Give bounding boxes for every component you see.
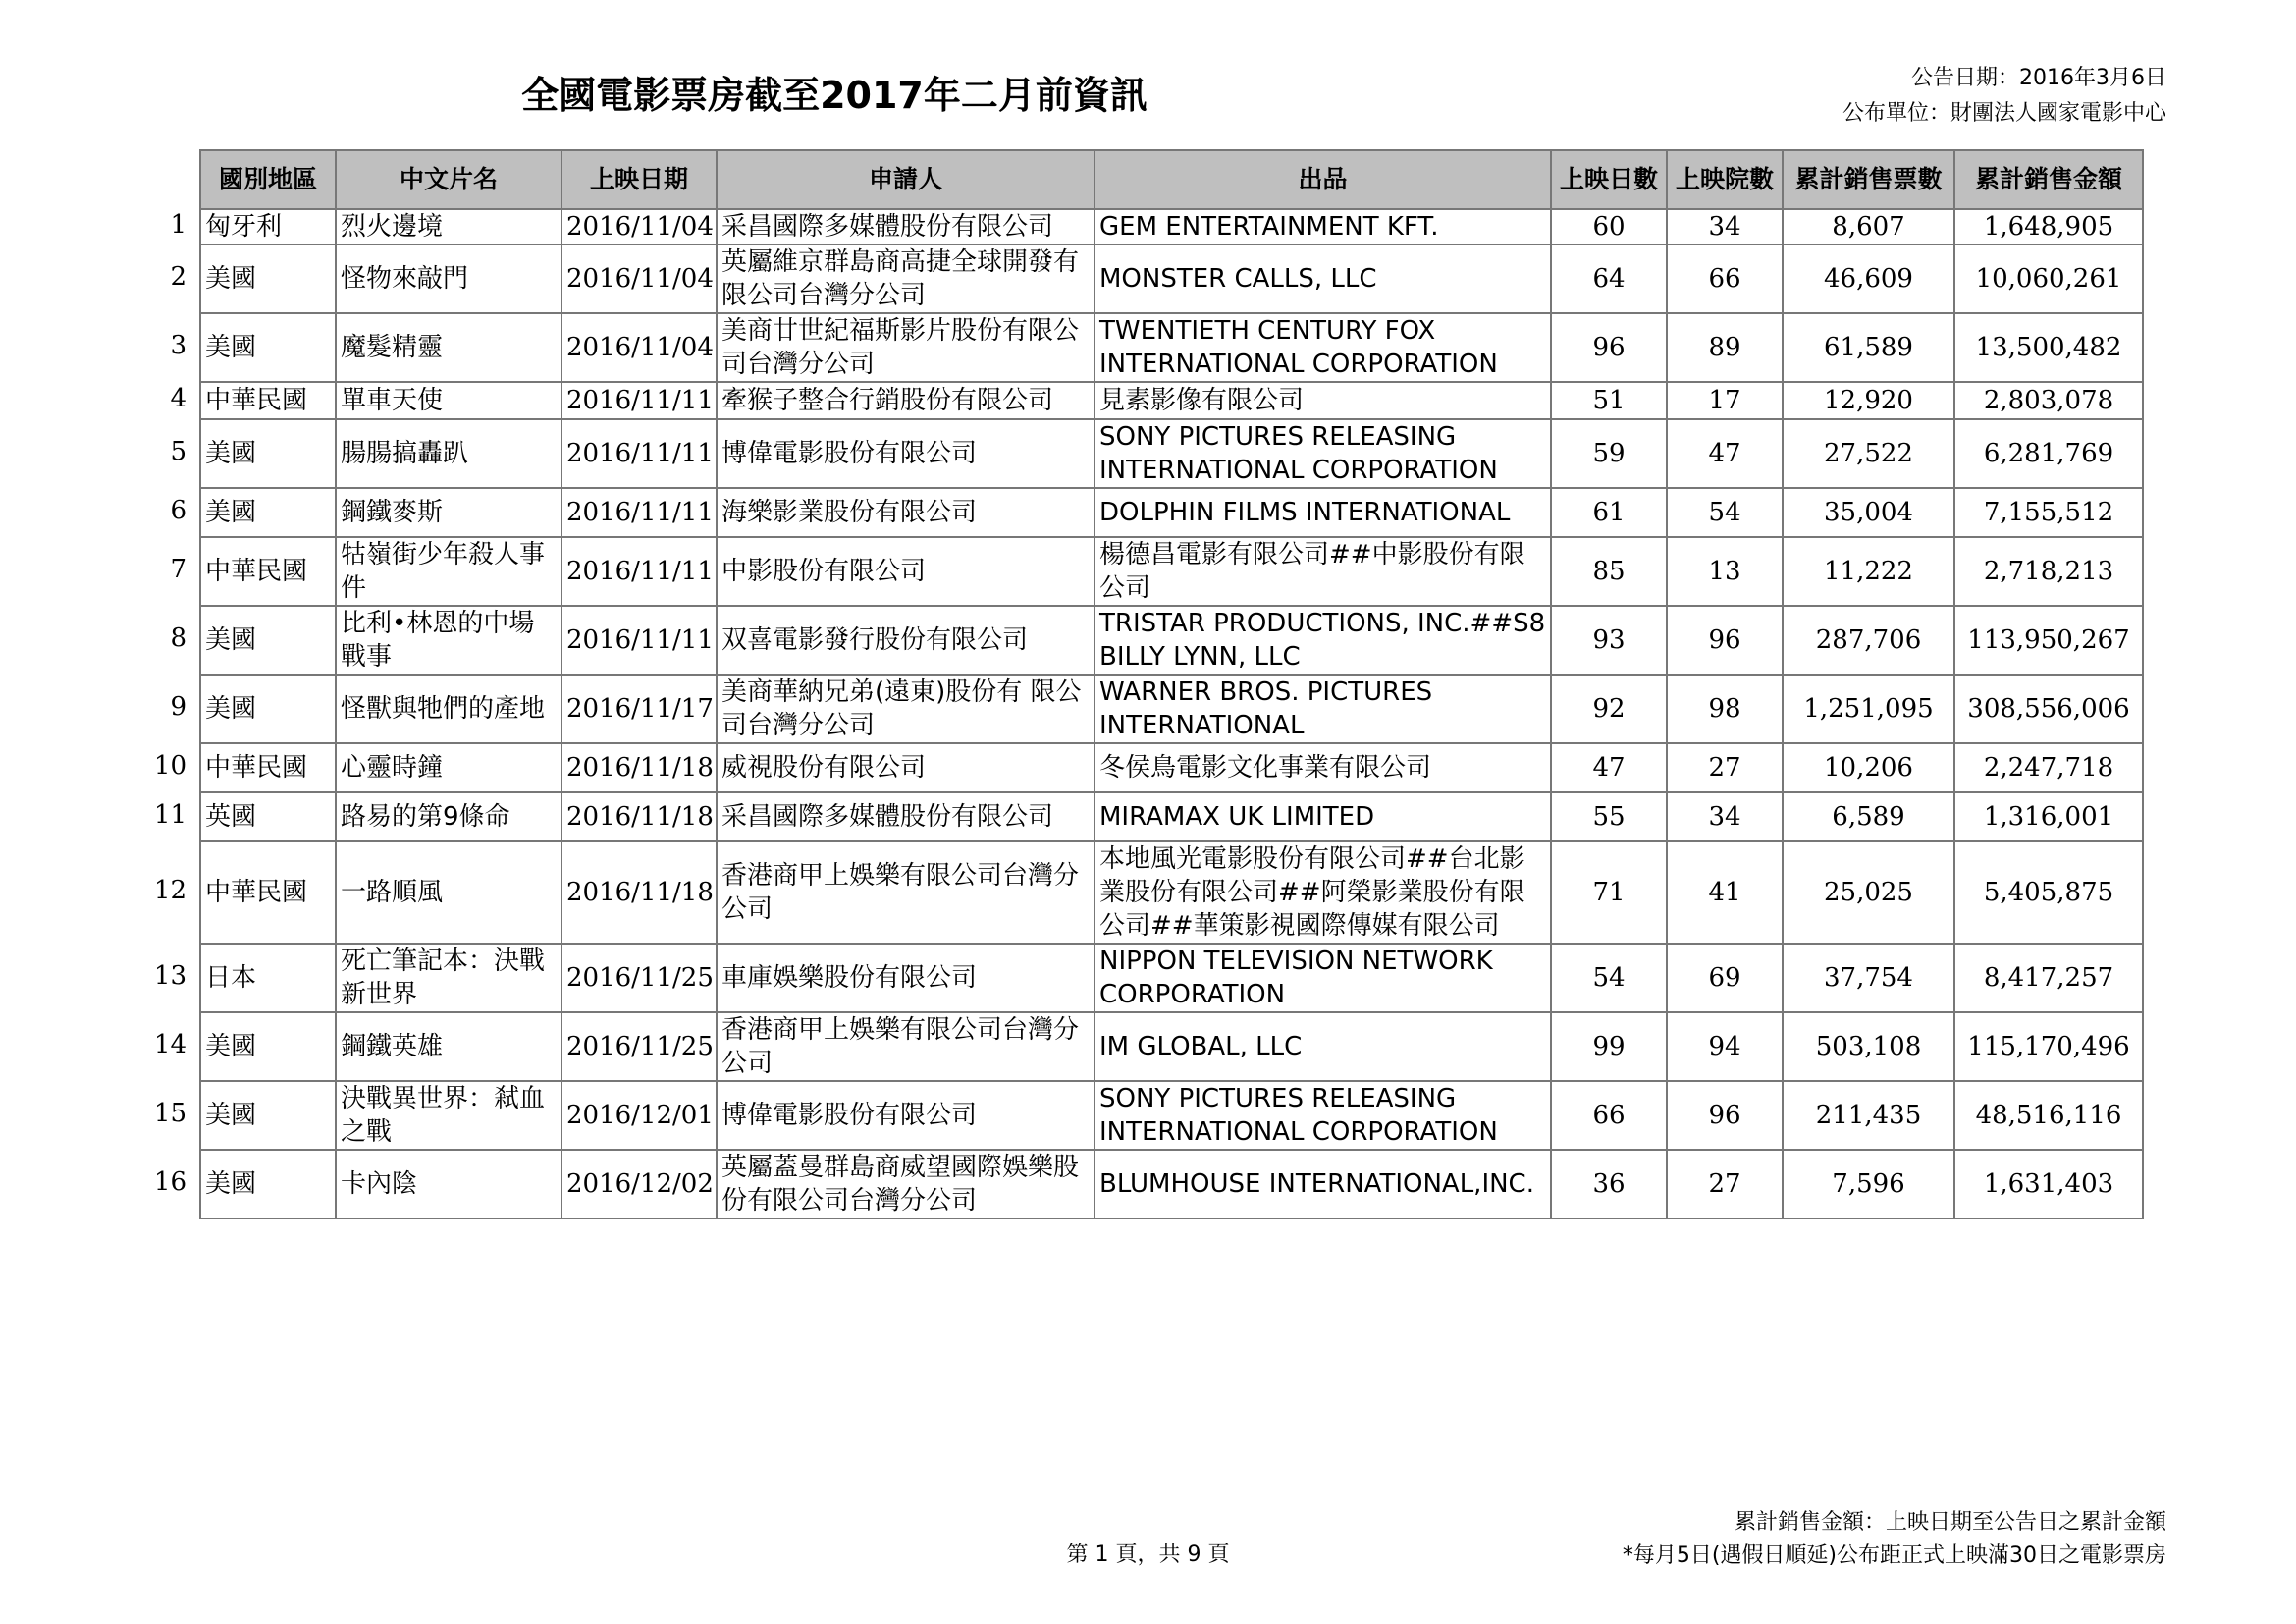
tickets-cell: 6,589: [1783, 792, 1954, 841]
days-cell: 61: [1551, 488, 1667, 537]
applicant-cell: 双喜電影發行股份有限公司: [717, 606, 1095, 675]
date-cell: 2016/12/02: [561, 1150, 717, 1218]
amount-cell: 5,405,875: [1954, 841, 2143, 944]
title-cell: 比利•林恩的中場戰事: [336, 606, 561, 675]
theaters-cell: 96: [1667, 1081, 1783, 1150]
amount-cell: 2,247,718: [1954, 743, 2143, 792]
region-cell: 中華民國: [200, 841, 336, 944]
title-cell: 魔髮精靈: [336, 313, 561, 382]
title-cell: 死亡筆記本：決戰新世界: [336, 944, 561, 1012]
table-row: [200, 1081, 2143, 1150]
applicant-cell: 海樂影業股份有限公司: [717, 488, 1095, 537]
table-row: [200, 606, 2143, 675]
date-cell: 2016/11/11: [561, 537, 717, 606]
theaters-cell: 41: [1667, 841, 1783, 944]
title-cell: 心靈時鐘: [336, 743, 561, 792]
page-number: 第 1 頁，共 9 頁: [1066, 1543, 1230, 1567]
table-row: [200, 419, 2143, 488]
tickets-cell: 1,251,095: [1783, 675, 1954, 743]
theaters-cell: 54: [1667, 488, 1783, 537]
days-cell: 36: [1551, 1150, 1667, 1218]
tickets-cell: 287,706: [1783, 606, 1954, 675]
amount-cell: 10,060,261: [1954, 244, 2143, 313]
footnote-schedule: *每月5日(遇假日順延)公布距正式上映滿30日之電影票房: [1622, 1543, 2166, 1568]
producer-cell: NIPPON TELEVISION NETWORK CORPORATION: [1095, 944, 1551, 1012]
applicant-cell: 采昌國際多媒體股份有限公司: [717, 792, 1095, 841]
column-header: 上映院數: [1667, 150, 1783, 209]
title-cell: 卡內陰: [336, 1150, 561, 1218]
row-number: 10: [153, 751, 187, 781]
days-cell: 93: [1551, 606, 1667, 675]
table-body: [200, 209, 2143, 1218]
region-cell: 英國: [200, 792, 336, 841]
row-number: 16: [153, 1167, 187, 1197]
tickets-cell: 25,025: [1783, 841, 1954, 944]
title-cell: 路易的第9條命: [336, 792, 561, 841]
amount-cell: 308,556,006: [1954, 675, 2143, 743]
row-number: 4: [170, 384, 187, 413]
title-cell: 怪獸與牠們的產地: [336, 675, 561, 743]
tickets-cell: 37,754: [1783, 944, 1954, 1012]
date-cell: 2016/11/11: [561, 488, 717, 537]
region-cell: 美國: [200, 419, 336, 488]
days-cell: 51: [1551, 382, 1667, 419]
date-cell: 2016/11/04: [561, 244, 717, 313]
producer-cell: IM GLOBAL, LLC: [1095, 1012, 1551, 1081]
column-header: 國別地區: [200, 150, 336, 209]
table-row: [200, 313, 2143, 382]
row-number: 14: [153, 1030, 187, 1059]
table-row: [200, 792, 2143, 841]
announce-date: 公告日期：2016年3月6日: [1911, 66, 2166, 90]
producer-cell: 見素影像有限公司: [1095, 382, 1551, 419]
row-number: 9: [170, 692, 187, 722]
table-row: [200, 1150, 2143, 1218]
date-cell: 2016/12/01: [561, 1081, 717, 1150]
theaters-cell: 27: [1667, 1150, 1783, 1218]
row-number: 6: [170, 496, 187, 525]
region-cell: 美國: [200, 488, 336, 537]
amount-cell: 1,648,905: [1954, 209, 2143, 244]
producer-cell: TWENTIETH CENTURY FOX INTERNATIONAL CORPORATION: [1095, 313, 1551, 382]
region-cell: 中華民國: [200, 537, 336, 606]
row-number: 12: [153, 876, 187, 905]
applicant-cell: 香港商甲上娛樂有限公司台灣分公司: [717, 841, 1095, 944]
applicant-cell: 博偉電影股份有限公司: [717, 419, 1095, 488]
days-cell: 64: [1551, 244, 1667, 313]
days-cell: 99: [1551, 1012, 1667, 1081]
producer-cell: 本地風光電影股份有限公司##台北影業股份有限公司##阿榮影業股份有限公司##華策影視國際傳媒有限公司: [1095, 841, 1551, 944]
footnote-amount: 累計銷售金額：上映日期至公告日之累計金額: [1734, 1510, 2166, 1535]
row-number: 15: [153, 1099, 187, 1128]
days-cell: 54: [1551, 944, 1667, 1012]
theaters-cell: 27: [1667, 743, 1783, 792]
tickets-cell: 10,206: [1783, 743, 1954, 792]
amount-cell: 13,500,482: [1954, 313, 2143, 382]
applicant-cell: 采昌國際多媒體股份有限公司: [717, 209, 1095, 244]
applicant-cell: 英屬蓋曼群島商威望國際娛樂股份有限公司台灣分公司: [717, 1150, 1095, 1218]
row-number: 2: [170, 262, 187, 292]
table-row: [200, 675, 2143, 743]
theaters-cell: 47: [1667, 419, 1783, 488]
tickets-cell: 11,222: [1783, 537, 1954, 606]
days-cell: 47: [1551, 743, 1667, 792]
table-header-row: [200, 150, 2143, 209]
column-header: 上映日數: [1551, 150, 1667, 209]
table-row: [200, 382, 2143, 419]
title-cell: 一路順風: [336, 841, 561, 944]
tickets-cell: 46,609: [1783, 244, 1954, 313]
table-row: [200, 841, 2143, 944]
theaters-cell: 66: [1667, 244, 1783, 313]
applicant-cell: 博偉電影股份有限公司: [717, 1081, 1095, 1150]
amount-cell: 7,155,512: [1954, 488, 2143, 537]
theaters-cell: 13: [1667, 537, 1783, 606]
date-cell: 2016/11/11: [561, 606, 717, 675]
table-row: [200, 1012, 2143, 1081]
date-cell: 2016/11/04: [561, 209, 717, 244]
amount-cell: 8,417,257: [1954, 944, 2143, 1012]
tickets-cell: 8,607: [1783, 209, 1954, 244]
region-cell: 美國: [200, 1081, 336, 1150]
date-cell: 2016/11/25: [561, 944, 717, 1012]
region-cell: 美國: [200, 244, 336, 313]
table-row: [200, 743, 2143, 792]
column-header: 出品: [1095, 150, 1551, 209]
days-cell: 71: [1551, 841, 1667, 944]
column-header: 中文片名: [336, 150, 561, 209]
days-cell: 59: [1551, 419, 1667, 488]
title-cell: 鋼鐵麥斯: [336, 488, 561, 537]
amount-cell: 113,950,267: [1954, 606, 2143, 675]
region-cell: 美國: [200, 1150, 336, 1218]
row-number: 1: [170, 210, 187, 240]
applicant-cell: 美商華納兄弟(遠東)股份有 限公司台灣分公司: [717, 675, 1095, 743]
date-cell: 2016/11/18: [561, 743, 717, 792]
region-cell: 中華民國: [200, 382, 336, 419]
title-cell: 鋼鐵英雄: [336, 1012, 561, 1081]
row-number: 7: [170, 555, 187, 584]
producer-cell: DOLPHIN FILMS INTERNATIONAL: [1095, 488, 1551, 537]
column-header: 上映日期: [561, 150, 717, 209]
applicant-cell: 香港商甲上娛樂有限公司台灣分公司: [717, 1012, 1095, 1081]
theaters-cell: 69: [1667, 944, 1783, 1012]
applicant-cell: 美商廿世紀福斯影片股份有限公司台灣分公司: [717, 313, 1095, 382]
applicant-cell: 威視股份有限公司: [717, 743, 1095, 792]
tickets-cell: 211,435: [1783, 1081, 1954, 1150]
date-cell: 2016/11/18: [561, 792, 717, 841]
region-cell: 美國: [200, 1012, 336, 1081]
producer-cell: WARNER BROS. PICTURES INTERNATIONAL: [1095, 675, 1551, 743]
applicant-cell: 牽猴子整合行銷股份有限公司: [717, 382, 1095, 419]
region-cell: 美國: [200, 675, 336, 743]
amount-cell: 1,631,403: [1954, 1150, 2143, 1218]
date-cell: 2016/11/25: [561, 1012, 717, 1081]
theaters-cell: 17: [1667, 382, 1783, 419]
date-cell: 2016/11/18: [561, 841, 717, 944]
column-header: 累計銷售金額: [1954, 150, 2143, 209]
date-cell: 2016/11/04: [561, 313, 717, 382]
producer-cell: SONY PICTURES RELEASING INTERNATIONAL CORPORATION: [1095, 1081, 1551, 1150]
producer-cell: BLUMHOUSE INTERNATIONAL,INC.: [1095, 1150, 1551, 1218]
title-cell: 烈火邊境: [336, 209, 561, 244]
tickets-cell: 503,108: [1783, 1012, 1954, 1081]
row-number: 11: [153, 800, 187, 830]
producer-cell: 楊德昌電影有限公司##中影股份有限公司: [1095, 537, 1551, 606]
tickets-cell: 61,589: [1783, 313, 1954, 382]
title-cell: 牯嶺街少年殺人事件: [336, 537, 561, 606]
applicant-cell: 中影股份有限公司: [717, 537, 1095, 606]
producer-cell: MONSTER CALLS, LLC: [1095, 244, 1551, 313]
producer-cell: GEM ENTERTAINMENT KFT.: [1095, 209, 1551, 244]
table-row: [200, 209, 2143, 244]
amount-cell: 2,718,213: [1954, 537, 2143, 606]
amount-cell: 48,516,116: [1954, 1081, 2143, 1150]
tickets-cell: 7,596: [1783, 1150, 1954, 1218]
applicant-cell: 英屬維京群島商高捷全球開發有限公司台灣分公司: [717, 244, 1095, 313]
theaters-cell: 34: [1667, 792, 1783, 841]
days-cell: 60: [1551, 209, 1667, 244]
theaters-cell: 89: [1667, 313, 1783, 382]
theaters-cell: 96: [1667, 606, 1783, 675]
days-cell: 66: [1551, 1081, 1667, 1150]
title-cell: 腸腸搞轟趴: [336, 419, 561, 488]
theaters-cell: 34: [1667, 209, 1783, 244]
amount-cell: 1,316,001: [1954, 792, 2143, 841]
amount-cell: 115,170,496: [1954, 1012, 2143, 1081]
region-cell: 中華民國: [200, 743, 336, 792]
date-cell: 2016/11/17: [561, 675, 717, 743]
column-header: 申請人: [717, 150, 1095, 209]
box-office-table: [199, 149, 2144, 1219]
table-row: [200, 537, 2143, 606]
region-cell: 美國: [200, 606, 336, 675]
date-cell: 2016/11/11: [561, 382, 717, 419]
meta-block: [1842, 61, 2166, 132]
amount-cell: 6,281,769: [1954, 419, 2143, 488]
date-cell: 2016/11/11: [561, 419, 717, 488]
tickets-cell: 27,522: [1783, 419, 1954, 488]
region-cell: 美國: [200, 313, 336, 382]
amount-cell: 2,803,078: [1954, 382, 2143, 419]
tickets-cell: 35,004: [1783, 488, 1954, 537]
title-cell: 怪物來敲門: [336, 244, 561, 313]
column-header: 累計銷售票數: [1783, 150, 1954, 209]
applicant-cell: 車庫娛樂股份有限公司: [717, 944, 1095, 1012]
row-number: 8: [170, 623, 187, 653]
producer-cell: TRISTAR PRODUCTIONS, INC.##S8 BILLY LYNN, LLC: [1095, 606, 1551, 675]
table-row: [200, 488, 2143, 537]
title-cell: 決戰異世界：弒血之戰: [336, 1081, 561, 1150]
publisher: 公布單位：財團法人國家電影中心: [1842, 101, 2166, 126]
days-cell: 96: [1551, 313, 1667, 382]
theaters-cell: 98: [1667, 675, 1783, 743]
row-number: 5: [170, 437, 187, 466]
region-cell: 日本: [200, 944, 336, 1012]
page-title: 全國電影票房截至2017年二月前資訊: [521, 74, 1148, 117]
days-cell: 55: [1551, 792, 1667, 841]
table-row: [200, 244, 2143, 313]
producer-cell: 冬侯鳥電影文化事業有限公司: [1095, 743, 1551, 792]
days-cell: 92: [1551, 675, 1667, 743]
theaters-cell: 94: [1667, 1012, 1783, 1081]
table-row: [200, 944, 2143, 1012]
row-number: 13: [153, 961, 187, 991]
days-cell: 85: [1551, 537, 1667, 606]
region-cell: 匈牙利: [200, 209, 336, 244]
tickets-cell: 12,920: [1783, 382, 1954, 419]
title-cell: 單車天使: [336, 382, 561, 419]
producer-cell: MIRAMAX UK LIMITED: [1095, 792, 1551, 841]
producer-cell: SONY PICTURES RELEASING INTERNATIONAL CORPORATION: [1095, 419, 1551, 488]
row-number: 3: [170, 331, 187, 360]
